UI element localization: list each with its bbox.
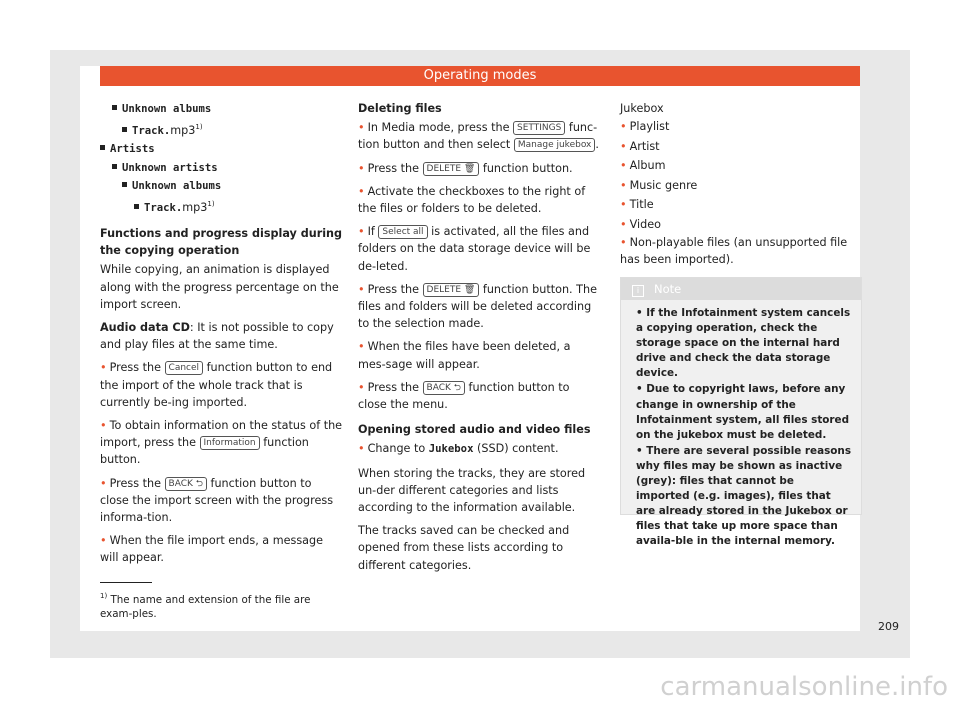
delete-key: DELETE 🗑: [423, 162, 480, 176]
page-number: 209: [878, 620, 899, 633]
select-all-key: Select all: [378, 225, 427, 239]
bullet-item: • Press the BACK ⮌ function button to close the import screen with the progress informa-tion.: [100, 476, 334, 525]
jukebox-list: [620, 117, 860, 268]
list-item: • Video: [620, 217, 661, 231]
list-item: • Artist: [620, 139, 660, 153]
information-key: Information: [200, 436, 260, 450]
note-box: [620, 277, 862, 548]
paragraph: Audio data CD: It is not possible to copy and play files at the same time.: [100, 321, 334, 352]
page-header: Operating modes: [100, 66, 860, 86]
list-item: • Music genre: [620, 178, 698, 192]
bullet-item: • Press the DELETE 🗑 function button.: [358, 161, 573, 175]
bullet-item: • Press the Cancel function button to end the import of the whole track that is currently be-ing imported.: [100, 361, 333, 409]
jukebox-heading: Jukebox: [620, 102, 664, 115]
tree-item: Unknown albums: [100, 100, 343, 119]
tree-item: Unknown albums: [100, 177, 343, 196]
cancel-key: Cancel: [165, 361, 204, 375]
paragraph: The tracks saved can be checked and opened from these lists according to different categories.: [358, 524, 570, 572]
footnote: $^{1)}$ The name and extension of the file are exam-ples.: [100, 592, 311, 620]
list-item: • Playlist: [620, 120, 670, 134]
bullet-item: • In Media mode, press the SETTINGS func-tion button and then select Manage jukebox .: [358, 121, 599, 152]
note-body: [621, 300, 861, 550]
back-key: BACK ⮌: [165, 477, 207, 491]
bullet-item: • If Select all is activated, all the files and folders on the data storage device will be de-leted.: [358, 225, 591, 273]
note-item: • If the Infotainment system cancels a copying operation, check the storage space on the internal hard drive and check the data storage device.: [636, 307, 851, 380]
back-key: BACK ⮌: [423, 381, 465, 395]
tree-item: Unknown artists: [100, 159, 343, 178]
paragraph: While copying, an animation is displayed along with the progress percentage on the import screen.: [100, 263, 339, 311]
info-icon: i: [632, 285, 644, 297]
manage-jukebox-key: Manage jukebox: [514, 138, 596, 152]
tree-item: Track.mp3$^{1)}$: [100, 119, 343, 141]
column-middle: [358, 100, 601, 580]
list-item: • Album: [620, 159, 666, 173]
folder-tree: [100, 100, 343, 217]
bullet-item: • Press the BACK ⮌ function button to close the menu.: [358, 380, 570, 412]
list-item: • Non-playable files (an unsupported file has been imported).: [620, 236, 848, 267]
column-right: [620, 100, 860, 268]
bullet-item: • To obtain information on the status of the import, press the Information function button.: [100, 419, 343, 467]
note-item: • Due to copyright laws, before any change in ownership of the Infotainment system, all files stored on the jukebox must be deleted.: [636, 383, 850, 441]
bullet-item: • Change to Jukebox (SSD) content.: [358, 442, 559, 456]
footnote-rule: [100, 582, 152, 583]
bullet-item: • Press the DELETE 🗑 function button. The files and folders will be deleted according to the selection made.: [358, 282, 597, 331]
section-heading: Functions and progress display during the copying operation: [100, 227, 343, 258]
tree-item: Artists: [100, 140, 343, 159]
tree-item: Track.mp3$^{1)}$: [100, 196, 343, 218]
section-heading: Opening stored audio and video files: [358, 423, 591, 437]
watermark: carmanualsonline.info: [660, 672, 948, 702]
bullet-item: • Activate the checkboxes to the right of the files or folders to be deleted.: [358, 184, 586, 216]
list-item: • Title: [620, 198, 654, 212]
delete-key: DELETE 🗑: [423, 283, 480, 297]
bullet-item: • When the file import ends, a message will appear.: [100, 534, 324, 565]
paragraph: When storing the tracks, they are stored un-der different categories and lists according to the information available.: [358, 466, 586, 515]
note-header: i Note: [621, 278, 861, 300]
section-heading: Deleting files: [358, 102, 442, 115]
settings-key: SETTINGS: [513, 121, 565, 135]
note-item: • There are several possible reasons why files may be shown as inactive (grey): files that cannot be imported (e.g. images), files that are already stored in the Jukebox or files that take up more space than availa-ble in the internal memory.: [636, 444, 852, 548]
column-left: [100, 100, 343, 573]
bullet-item: • When the files have been deleted, a mes-sage will appear.: [358, 340, 571, 371]
